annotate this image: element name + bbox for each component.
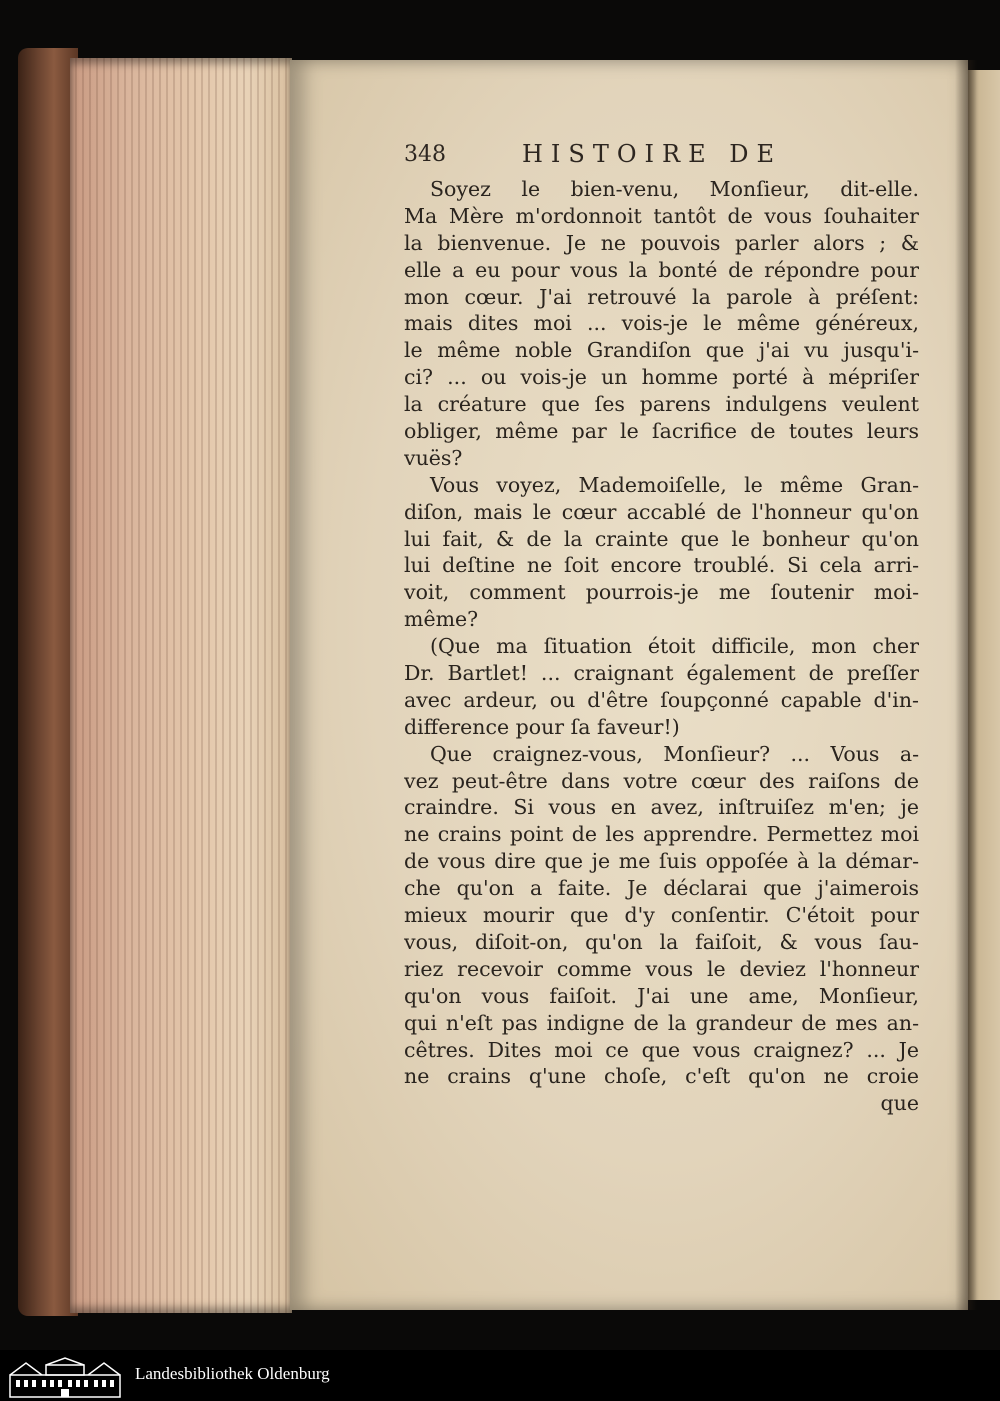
book-cover-edge xyxy=(18,48,78,1316)
library-name: Landesbibliothek Oldenburg xyxy=(135,1364,330,1383)
text-line: qu'on vous faiſoit. J'ai une ame, Monſieur, xyxy=(404,983,919,1008)
text-line: lui deſtine ne ſoit encore troublé. Si cela arri- xyxy=(404,553,919,578)
text-line: difference pour ſa faveur!) xyxy=(404,714,680,739)
text-line: la bienvenue. Je ne pouvois parler alors ; & xyxy=(404,230,919,255)
text-line: vuës? xyxy=(404,445,463,470)
text-line: de vous dire que je me ſuis oppoſée à la démar- xyxy=(404,849,919,874)
text-line: voit, comment pourrois-je me ſoutenir moi- xyxy=(404,580,919,605)
text-line: diſon, mais le cœur accablé de l'honneur qu'on xyxy=(404,499,919,524)
text-line: avec ardeur, ou d'être ſoupçonné capable d'in- xyxy=(404,687,919,712)
text-line: riez recevoir comme vous le deviez l'honneur xyxy=(404,956,919,981)
page-gutter-shadow xyxy=(955,60,977,1310)
text-line: vez peut-être dans votre cœur des raiſons de xyxy=(404,768,919,793)
text-line: lui fait, & de la crainte que le bonheur qu'on xyxy=(404,526,919,551)
text-line: Dr. Bartlet! ... craignant également de preſſer xyxy=(404,661,919,686)
text-line: même? xyxy=(404,607,479,632)
running-title: HISTOIRE DE xyxy=(522,140,782,168)
page-header xyxy=(404,140,919,174)
text-line: la créature que ſes parens indulgens veulent xyxy=(404,392,919,417)
text-line: le même noble Grandiſon que j'ai vu jusqu'i- xyxy=(404,338,919,363)
text-line: Vous voyez, Mademoiſelle, le même Gran- xyxy=(430,472,919,497)
footer-bar xyxy=(0,1350,1000,1401)
text-line: mieux mourir que d'y conſentir. C'étoit pour xyxy=(404,903,919,928)
text-line: ne crains q'une choſe, c'eſt qu'on ne croie xyxy=(404,1064,919,1089)
body-text xyxy=(404,176,919,1117)
catchword: que xyxy=(880,1091,919,1116)
library-building-icon xyxy=(6,1355,124,1399)
text-line: (Que ma ſituation étoit difficile, mon cher xyxy=(430,634,919,659)
text-line: vous, diſoit-on, qu'on la faiſoit, & vous ſau- xyxy=(404,929,919,954)
text-line: elle a eu pour vous la bonté de répondre pour xyxy=(404,257,919,282)
page-number: 348 xyxy=(404,142,446,167)
text-line: Soyez le bien-venu, Monſieur, dit-elle. xyxy=(430,177,919,201)
text-line: cêtres. Dites moi ce que vous craignez? ... Je xyxy=(404,1037,919,1062)
text-line: mon cœur. J'ai retrouvé la parole à préſent: xyxy=(404,284,919,309)
text-line: che qu'on a faite. Je déclarai que j'aimerois xyxy=(404,876,919,901)
text-line: mais dites moi ... vois-je le même généreux, xyxy=(404,311,919,336)
text-line: Que craignez-vous, Monſieur? ... Vous a- xyxy=(430,741,919,766)
text-line: obliger, même par le ſacrifice de toutes leurs xyxy=(404,419,919,444)
text-line: ne crains point de les apprendre. Permettez moi xyxy=(404,822,919,847)
text-line: qui n'eſt pas indigne de la grandeur de mes an- xyxy=(404,1010,919,1035)
text-line: Ma Mère m'ordonnoit tantôt de vous ſouhaiter xyxy=(404,203,919,228)
text-line: craindre. Si vous en avez, inſtruiſez m'en; je xyxy=(404,795,919,820)
text-line: ci? ... ou vois-je un homme porté à mépriſer xyxy=(404,365,919,390)
page-block-edges xyxy=(70,58,292,1313)
